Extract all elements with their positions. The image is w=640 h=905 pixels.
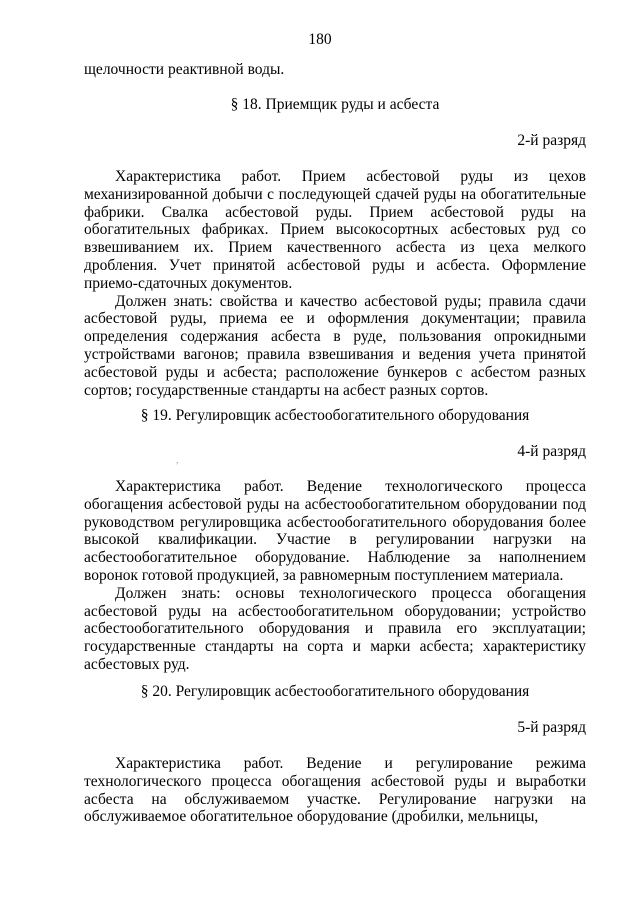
page-number: 180 [308, 31, 332, 48]
section-19-heading [84, 407, 586, 425]
work-characteristic: Характеристика работ. Ведение и регулирование режима технологического процесса обогащения асбестовой руды и выработки асбеста на обслуживаемом участке. Регулирование нагрузки на обслуживаемое обогатительное оборудование (дробилки, мельницы, [84, 755, 586, 826]
required-knowledge: Должен знать: свойства и качество асбестовой руды; правила сдачи асбестовой руды, приема ее и оформления документации; правила определения содержания асбеста в руде, пользования опрокидными устройствами вагонов; правила взвешивания и ведения учета принятой асбестовой руды и асбеста; расположение бункеров с асбестом разных сортов; государственные стандарты на асбест разных сортов. [84, 292, 586, 399]
section-heading: § 18. Приемщик руды и асбеста [230, 96, 440, 113]
section-heading: § 20. Регулировщик асбестообогатительного оборудования [140, 683, 530, 700]
section-18-heading [84, 96, 586, 114]
scan-mark: , [176, 455, 179, 465]
grade-label: 5-й разряд [517, 719, 586, 736]
required-knowledge: Должен знать: основы технологического процесса обогащения асбестовой руды на асбестообогатительном оборудовании; устройство асбестообогатительного оборудования и правила его эксплуатации; государственные стандарты на сорта и марки асбеста; характеристику асбестовых руд. [84, 584, 586, 673]
section-20-heading [84, 683, 586, 701]
work-characteristic: Характеристика работ. Ведение технологического процесса обогащения асбестовой руды на асбестообогатительном оборудовании под руководством регулировщика асбестообогатительного оборудования более высокой квалификации. Участие в регулировании нагрузки на асбестообогатительное оборудование. Наблюдение за наполнением воронок готовой продукцией, за равномерным поступлением материала. [84, 478, 586, 584]
grade-label: 2-й разряд [517, 132, 586, 149]
section-18-body [84, 168, 586, 399]
section-20-grade [84, 719, 586, 737]
section-19-grade [84, 443, 586, 461]
continuation-text: щелочности реактивной воды. [84, 61, 285, 78]
section-heading: § 19. Регулировщик асбестообогатительного оборудования [140, 407, 530, 424]
section-18-grade [84, 132, 586, 150]
section-19-body [84, 478, 586, 674]
work-characteristic: Характеристика работ. Прием асбестовой руды из цехов механизированной добычи с последующей сдачей руды на обогатительные фабрики. Свалка асбестовой руды. Прием асбестовой руды на обогатительных фабриках. Прием высокосортных асбестовых руд со взвешиванием их. Прием качественного асбеста из цеха мелкого дробления. Учет принятой асбестовой руды и асбеста. Оформление приемо-сдаточных документов. [84, 168, 586, 292]
section-20-body [84, 755, 586, 826]
grade-label: 4-й разряд [517, 443, 586, 460]
continuation-line [84, 61, 586, 79]
